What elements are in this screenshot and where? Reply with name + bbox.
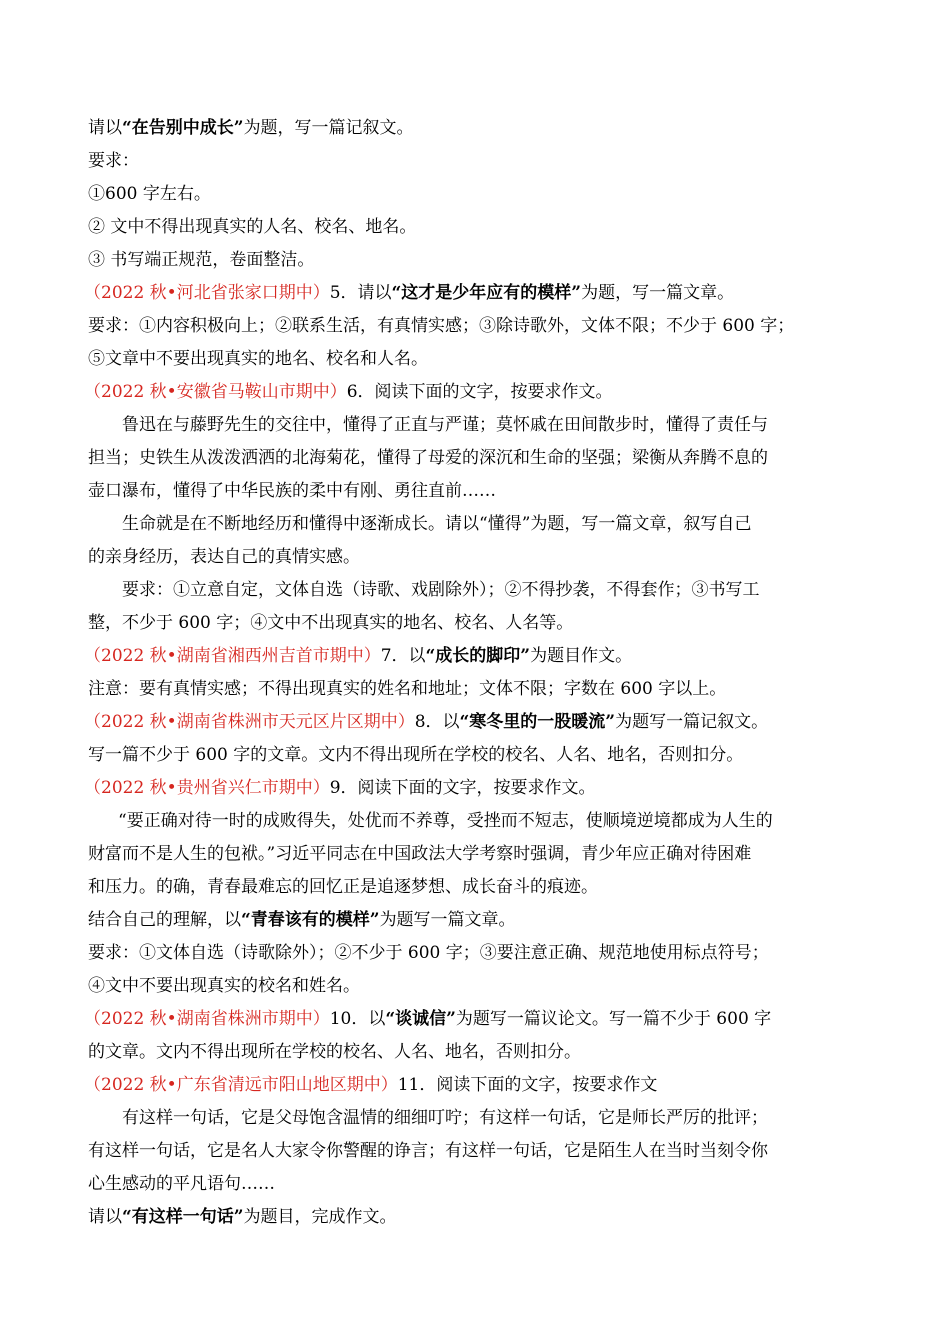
- question-5-line: （2022 秋•河北省张家口期中）5．请以“这才是少年应有的模样”为题，写一篇文章。: [84, 283, 735, 303]
- requirement-item: ①600 字左右。: [88, 184, 211, 204]
- passage-line: 有这样一句话，它是父母饱含温情的细细叮咛；有这样一句话，它是师长严厉的批评；: [122, 1108, 768, 1128]
- source-label: （2022 秋•广东省清远市阳山地区期中）: [84, 1075, 398, 1095]
- passage-line: 壶口瀑布，懂得了中华民族的柔中有刚、勇往直前……: [88, 481, 496, 501]
- requirement-line: 注意：要有真情实感；不得出现真实的姓名和地址；文体不限；字数在 600 字以上。: [88, 679, 727, 699]
- passage-line: 担当；史铁生从泼泼洒洒的北海菊花，懂得了母爱的深沉和生命的坚强；梁衡从奔腾不息的: [88, 448, 768, 468]
- prompt-line: 请以“有这样一句话”为题目，完成作文。: [88, 1207, 397, 1227]
- passage-line: 和压力。的确，青春最难忘的回忆正是追逐梦想、成长奋斗的痕迹。: [88, 877, 598, 897]
- source-label: （2022 秋•湖南省湘西州吉首市期中）: [84, 646, 381, 666]
- requirement-line: 写一篇不少于 600 字的文章。文内不得出现所在学校的校名、人名、地名，否则扣分。: [88, 745, 744, 765]
- requirement-line: 要求：①文体自选（诗歌除外）；②不少于 600 字；③要注意正确、规范地使用标点符号；: [88, 943, 769, 963]
- question-10-line: （2022 秋•湖南省株洲市期中）10．以“谈诚信”为题写一篇议论文。写一篇不少于 600 字: [84, 1009, 772, 1029]
- passage-line: 鲁迅在与藤野先生的交往中，懂得了正直与严谨；莫怀戚在田间散步时，懂得了责任与: [122, 415, 768, 435]
- question-7-line: （2022 秋•湖南省湘西州吉首市期中）7．以“成长的脚印”为题目作文。: [84, 646, 633, 666]
- question-11-line: （2022 秋•广东省清远市阳山地区期中）11．阅读下面的文字，按要求作文: [84, 1075, 658, 1095]
- passage-line: 的亲身经历，表达自己的真情实感。: [88, 547, 360, 567]
- requirement-line: 的文章。文内不得出现所在学校的校名、人名、地名，否则扣分。: [88, 1042, 581, 1062]
- requirement-heading: 要求：: [88, 151, 139, 171]
- passage-line: 有这样一句话，它是名人大家令你警醒的诤言；有这样一句话，它是陌生人在当时当刻令你: [88, 1141, 768, 1161]
- question-6-line: （2022 秋•安徽省马鞍山市期中）6．阅读下面的文字，按要求作文。: [84, 382, 613, 402]
- passage-line: 心生感动的平凡语句……: [88, 1174, 275, 1194]
- requirement-line: ④文中不要出现真实的校名和姓名。: [88, 976, 360, 996]
- prompt-line: 请以“在告别中成长”为题，写一篇记叙文。: [88, 118, 414, 138]
- question-9-line: （2022 秋•贵州省兴仁市期中）9．阅读下面的文字，按要求作文。: [84, 778, 596, 798]
- passage-line: “要正确对待一时的成败得失，处优而不养尊，受挫而不短志，使顺境逆境都成为人生的: [118, 811, 773, 831]
- requirement-line: 要求：①内容积极向上；②联系生活，有真情实感；③除诗歌外，文体不限；不少于 600 字；: [88, 316, 795, 336]
- source-label: （2022 秋•湖南省株洲市期中）: [84, 1009, 330, 1029]
- source-label: （2022 秋•安徽省马鞍山市期中）: [84, 382, 347, 402]
- prompt-line: 结合自己的理解，以“青春该有的模样”为题写一篇文章。: [88, 910, 516, 930]
- requirement-item: ③ 书写端正规范，卷面整洁。: [88, 250, 315, 270]
- source-label: （2022 秋•河北省张家口期中）: [84, 283, 330, 303]
- passage-line: 生命就是在不断地经历和懂得中逐渐成长。请以“懂得”为题，写一篇文章，叙写自己: [122, 514, 752, 534]
- question-8-line: （2022 秋•湖南省株洲市天元区片区期中）8．以“寒冬里的一股暖流”为题写一篇记叙文。: [84, 712, 769, 732]
- passage-line: 财富而不是人生的包袱。”习近平同志在中国政法大学考察时强调，青少年应正确对待困难: [88, 844, 752, 864]
- source-label: （2022 秋•湖南省株洲市天元区片区期中）: [84, 712, 415, 732]
- requirement-line: 要求：①立意自定，文体自选（诗歌、戏剧除外）；②不得抄袭，不得套作；③书写工: [122, 580, 760, 600]
- requirement-line: ⑤文章中不要出现真实的地名、校名和人名。: [88, 349, 428, 369]
- requirement-line: 整，不少于 600 字；④文中不出现真实的地名、校名、人名等。: [88, 613, 574, 633]
- source-label: （2022 秋•贵州省兴仁市期中）: [84, 778, 330, 798]
- requirement-item: ② 文中不得出现真实的人名、校名、地名。: [88, 217, 417, 237]
